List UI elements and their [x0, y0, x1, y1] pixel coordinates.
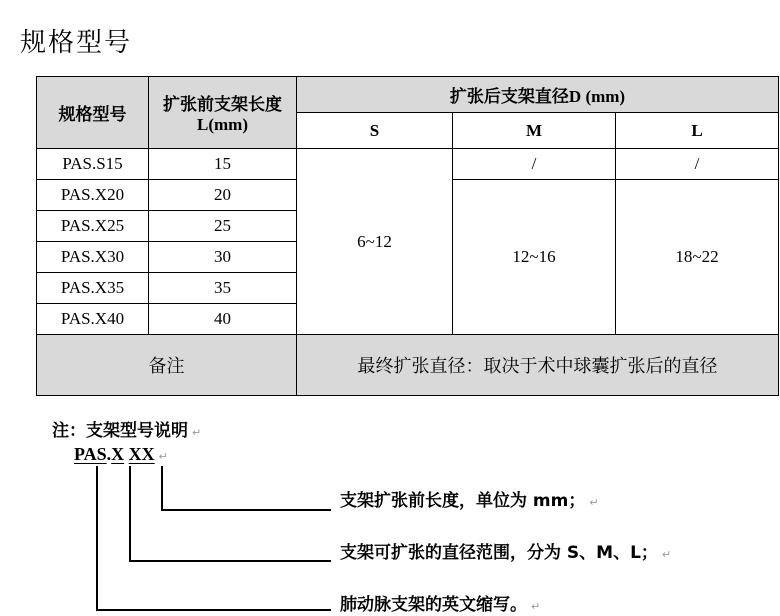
row-model: PAS.X20	[37, 180, 149, 211]
remark-label: 备注	[37, 335, 297, 396]
code-size: X	[111, 444, 125, 464]
leader-line-length-v	[161, 466, 163, 510]
header-size-s: S	[297, 113, 453, 149]
row-length: 40	[149, 304, 297, 335]
explanation-prefix: 肺动脉支架的英文缩写。 ↵	[340, 595, 541, 615]
s-range: 6~12	[297, 149, 453, 335]
code-length: XX	[128, 444, 155, 464]
row-length: 20	[149, 180, 297, 211]
row-length: 25	[149, 211, 297, 242]
header-size-l: L	[616, 113, 779, 149]
row-model: PAS.X40	[37, 304, 149, 335]
leader-line-prefix-v	[96, 466, 98, 610]
row-model: PAS.X30	[37, 242, 149, 273]
paragraph-mark-icon: ↵	[192, 426, 202, 439]
model-code	[74, 444, 168, 465]
header-size-m: M	[453, 113, 616, 149]
explanation-size: 支架可扩张的直径范围，分为 S、M、L； ↵	[340, 543, 672, 563]
leader-line-length-h	[161, 509, 331, 511]
m-range: 12~16	[453, 180, 616, 335]
row-length: 35	[149, 273, 297, 304]
note-title: 注：支架型号说明 ↵	[52, 421, 202, 441]
row-model: PAS.S15	[37, 149, 149, 180]
leader-line-prefix-h	[96, 609, 331, 611]
header-length: 扩张前支架长度L(mm)	[149, 77, 297, 149]
s15-m-value: /	[453, 149, 616, 180]
s15-l-value: /	[616, 149, 779, 180]
header-diameter: 扩张后支架直径D (mm)	[297, 77, 779, 113]
row-length: 30	[149, 242, 297, 273]
paragraph-mark-icon: ↵	[158, 451, 168, 463]
paragraph-mark-icon: ↵	[589, 496, 599, 509]
explanation-length: 支架扩张前长度，单位为 mm； ↵	[340, 491, 599, 511]
row-length: 15	[149, 149, 297, 180]
paragraph-mark-icon: ↵	[531, 600, 541, 613]
leader-line-size-v	[129, 466, 131, 561]
leader-line-size-h	[129, 560, 331, 562]
row-model: PAS.X25	[37, 211, 149, 242]
header-model: 规格型号	[37, 77, 149, 149]
paragraph-mark-icon: ↵	[661, 548, 672, 561]
code-prefix: PAS	[74, 444, 107, 464]
code-dot: .	[106, 444, 112, 464]
row-model: PAS.X35	[37, 273, 149, 304]
page-title: 规格型号	[20, 28, 133, 58]
remark-text: 最终扩张直径：取决于术中球囊扩张后的直径	[297, 335, 779, 396]
l-range: 18~22	[616, 180, 779, 335]
